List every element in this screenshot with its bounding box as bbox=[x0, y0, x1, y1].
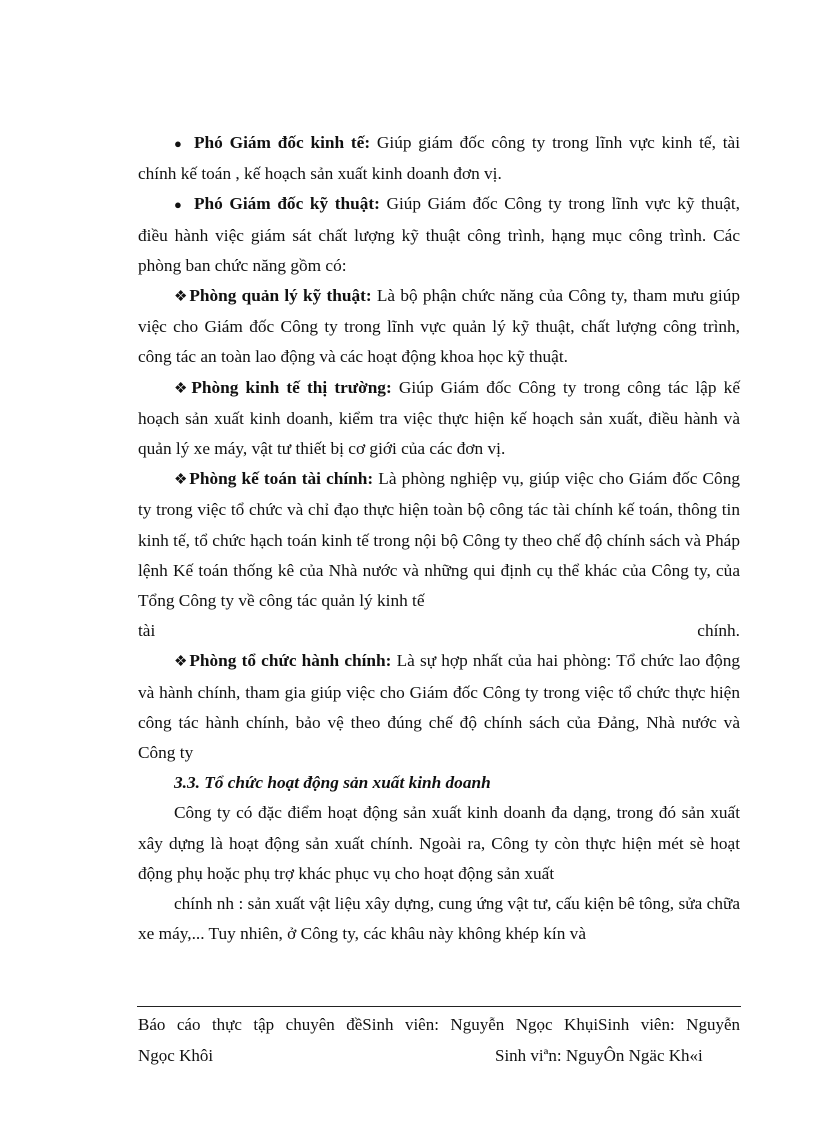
paragraph-accounting-tail bbox=[138, 616, 740, 646]
footer-divider bbox=[137, 1006, 741, 1007]
paragraph-label: Phó Giám đốc kỹ thuật: bbox=[194, 194, 380, 214]
paragraph-business-2: chính nh : sản xuất vật liệu xây dựng, cung ứng vật tư, cấu kiện bê tông, sửa chữa xe máy,... Tuy nhiên, ở Công ty, các khâu này không khép kín và bbox=[138, 894, 740, 944]
paragraph-deputy-economic bbox=[138, 128, 740, 189]
tail-left: tài bbox=[138, 621, 156, 641]
section-heading: 3.3. Tổ chức hoạt động sản xuất kinh doanh bbox=[174, 773, 491, 793]
diamond-icon: ❖ bbox=[174, 472, 189, 489]
paragraph-label: Phòng kế toán tài chính: bbox=[189, 469, 374, 489]
paragraph-accounting-dept bbox=[138, 464, 740, 616]
footer-line-1: Báo cáo thực tập chuyên đềSinh viên: Nguyễn Ngọc KhụiSinh viên: Nguyễn bbox=[138, 1015, 740, 1034]
bullet-icon: ● bbox=[174, 136, 182, 151]
paragraph-label: Phòng kinh tế thị trường: bbox=[191, 377, 392, 397]
page-body bbox=[138, 128, 740, 949]
bullet-icon: ● bbox=[174, 197, 182, 213]
diamond-icon: ❖ bbox=[174, 654, 189, 671]
page-footer bbox=[138, 1010, 740, 1071]
tail-right: chính. bbox=[697, 621, 740, 641]
paragraph-market-dept bbox=[138, 373, 740, 465]
paragraph-label: Phó Giám đốc kinh tế: bbox=[194, 133, 371, 152]
paragraph-label: Phòng quản lý kỹ thuật: bbox=[189, 286, 372, 306]
paragraph-technical-dept bbox=[138, 281, 740, 373]
diamond-icon: ❖ bbox=[174, 289, 189, 306]
paragraph-admin-dept bbox=[138, 646, 740, 768]
paragraph-text: Là bộ phận chức năng của Công ty, tham mưu giúp việc cho Giám đốc Công ty trong lĩnh vực quản lý kỹ thuật, chất lượng công trình, công tác an toàn lao động và các hoạt động khoa học kỹ thuật. bbox=[138, 286, 740, 367]
paragraph-label: Phòng tổ chức hành chính: bbox=[189, 651, 392, 671]
paragraph-text: Giúp giám đốc công ty trong lĩnh vực kinh tế, tài chính kế toán , kế hoạch sản xuất kinh doanh đơn vị. bbox=[138, 133, 741, 184]
paragraph-text: Giúp Giám đốc Công ty trong công tác lập kế hoạch sản xuất kinh doanh, kiểm tra việc thực hiện kế hoạch sản xuất, điều hành và quản lý xe máy, vật tư thiết bị cơ giới của các đơn vị. bbox=[138, 377, 740, 459]
footer-line-2 bbox=[138, 1041, 740, 1071]
paragraph-text: Giúp Giám đốc Công ty trong lĩnh vực kỹ thuật, điều hành việc giám sát chất lượng kỹ thuật công trình, hạng mục công trình. Các phòng ban chức năng gồm có: bbox=[138, 194, 741, 275]
footer-author-name: Ngọc Khôi bbox=[138, 1045, 214, 1065]
paragraph-deputy-technical bbox=[138, 189, 740, 281]
paragraph-text: Là sự hợp nhất của hai phòng: Tổ chức lao động và hành chính, tham gia giúp việc cho Giám đốc Công ty trong việc tổ chức thực hiện công tác hành chính, bảo vệ theo đúng chế độ chính sách của Đảng, Nhà nước và Công ty bbox=[138, 651, 740, 763]
paragraph-business-1: Công ty có đặc điểm hoạt động sản xuất kinh doanh đa dạng, trong đó sản xuất xây dựng là hoạt động sản xuất chính. Ngoài ra, Công ty còn thực hiện mét sè hoạt động phụ hoặc phụ trợ khác phục vụ cho hoạt động sản xuất bbox=[138, 803, 740, 883]
footer-author-legacy: Sinh viªn: NguyÔn Ngäc Kh«i bbox=[495, 1045, 703, 1065]
paragraph-text: Là phòng nghiệp vụ, giúp việc cho Giám đốc Công ty trong việc tổ chức và chỉ đạo thực hiện toàn bộ công tác tài chính kế toán, thông tin kinh tế, tổ chức hạch toán kinh tế trong nội bộ Công ty theo chế độ chính sách và Pháp lệnh Kế toán thống kê của Nhà nước và những qui định cụ thể khác của Công ty, của Tổng Công ty về công tác quản lý kinh tế bbox=[138, 469, 740, 611]
diamond-icon: ❖ bbox=[174, 380, 191, 397]
